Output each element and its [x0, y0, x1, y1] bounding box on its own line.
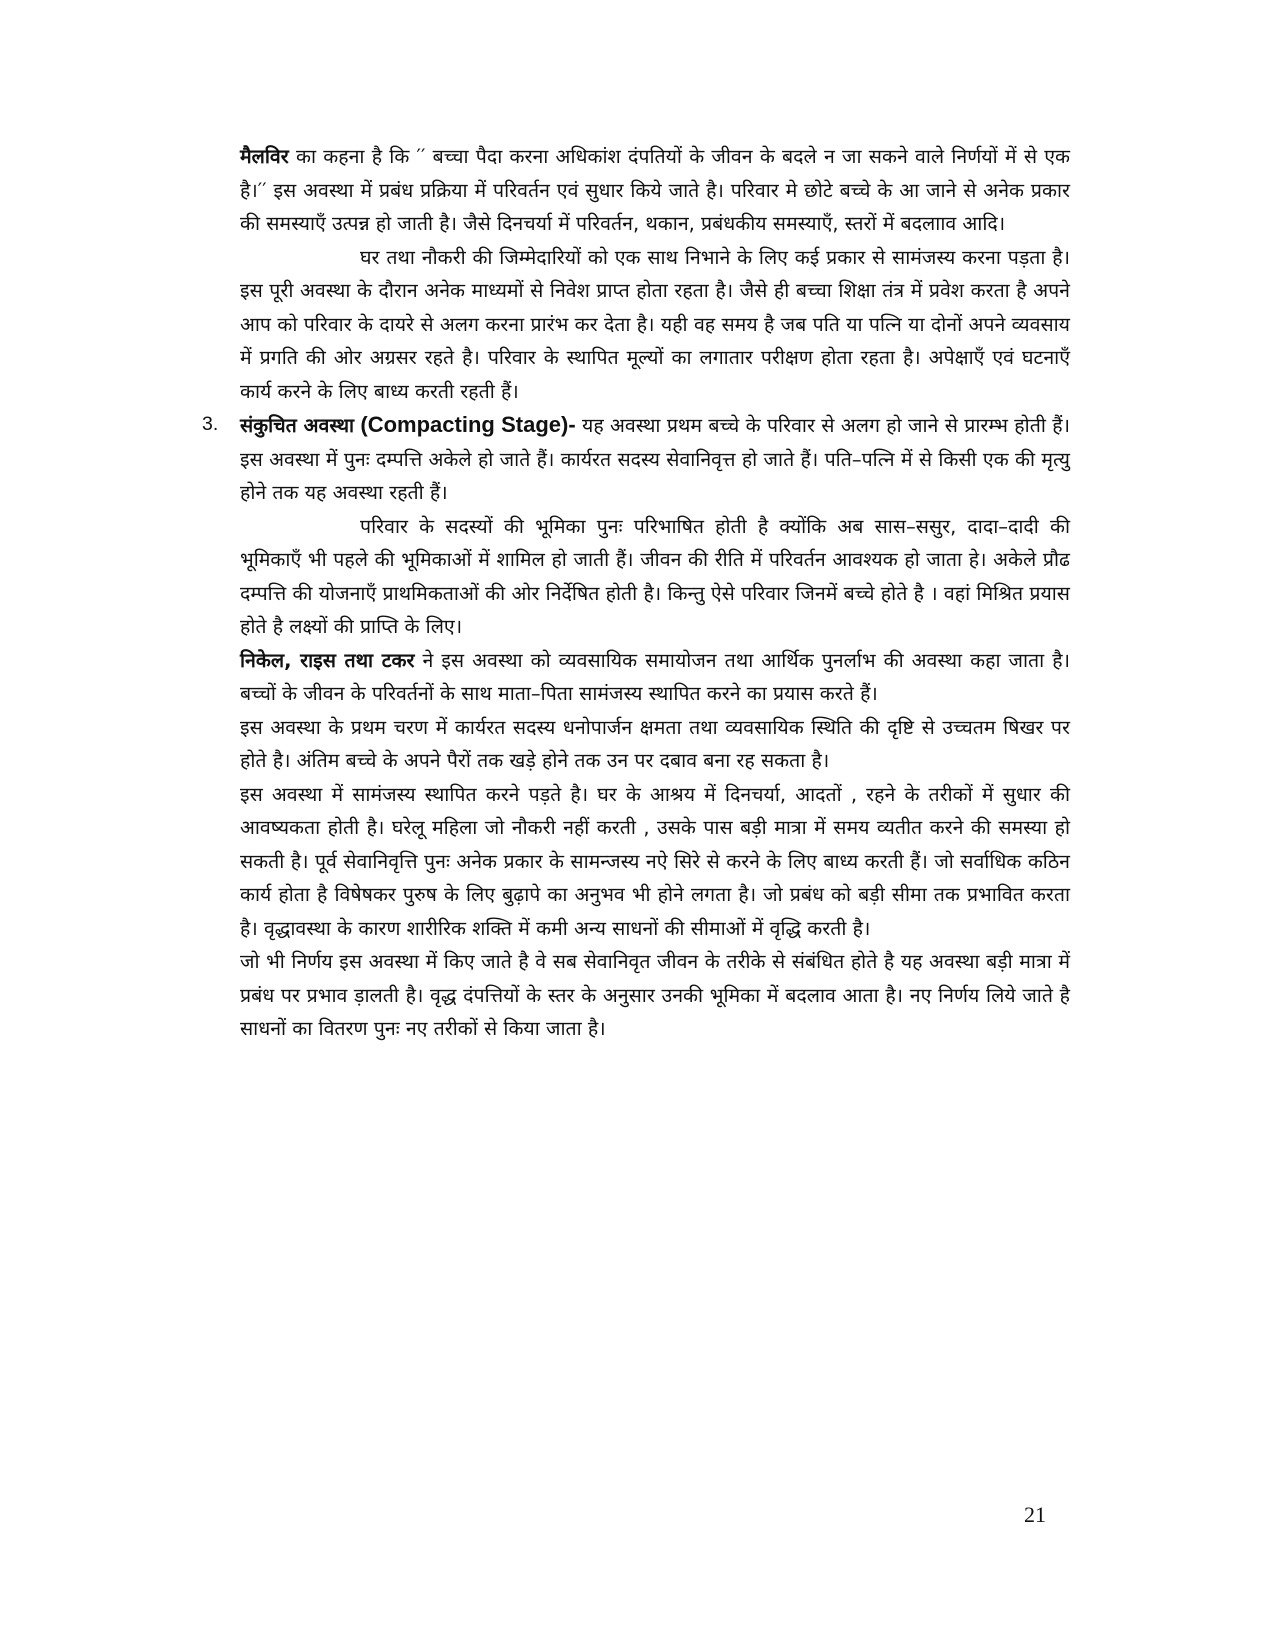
paragraph-7: इस अवस्था में सामंजस्य स्थापित करने पड़ते है। घर के आश्रय में दिनचर्या, आदतों , रहने के तरीकों में सुधार की आवष्यकता होती है। घरेलू महिला जो नौकरी नहीं करती , उसके पास बड़ी मात्रा में समय व्यतीत करने की समस्या हो सकती है। पूर्व सेवानिवृत्ति पुनः अनेक प्रकार के सामन्जस्य नऐ सिरे से करने के लिए बाध्य करती हैं। जो सर्वाधिक कठिन कार्य होता है विषेषकर पुरुष के लिए बुढ़ापे का अनुभव भी होने लगता है। जो प्रबंध को बड़ी सीमा तक प्रभावित करता है। वृद्धावस्था के कारण शारीरिक शक्ति में कमी अन्य साधनों की सीमाओं में वृद्धि करती है। [240, 782, 1070, 940]
paragraph-8: जो भी निर्णय इस अवस्था में किए जाते है वे सब सेवानिवृत जीवन के तरीके से संबंधित होते है यह अवस्था बड़ी मात्रा में प्रबंध पर प्रभाव ड़ालती है। वृद्ध दंपत्तियों के स्तर के अनुसार उनकी भूमिका में बदलाव आता है। नए निर्णय लिये जाते है साधनों का वितरण पुनः नए तरीकों से किया जाता है। [240, 950, 1070, 1040]
list-item-3 [202, 408, 1070, 510]
author-name-malvir: मैलविर [240, 145, 289, 168]
paragraph-2: घर तथा नौकरी की जिम्मेदारियों को एक साथ निभाने के लिए कई प्रकार से सामंजस्य करना पड़ता है। इस पूरी अवस्था के दौरान अनेक माध्यमों से निवेश प्राप्त होता रहता है। जैसे ही बच्चा शिक्षा तंत्र में प्रवेश करता है अपने आप को परिवार के दायरे से अलग करना प्रारंभ कर देता है। यही वह समय है जब पति या पत्नि या दोनों अपने व्यवसाय में प्रगति की ओर अग्रसर रहते है। परिवार के स्थापित मूल्यों का लगातार परीक्षण होता रहता है। अपेक्षाएँ एवं घटनाएँ कार्य करने के लिए बाध्य करती रहती हैं। [240, 245, 1070, 403]
paragraph-4: परिवार के सदस्यों की भूमिका पुनः परिभाषित होती है क्योंकि अब सास–ससुर, दादा–दादी की भूमिकाएँ भी पहले की भूमिकाओं में शामिल हो जाती हैं। जीवन की रीति में परिवर्तन आवश्यक हो जाता हे। अकेले प्रौढ दम्पत्ति की योजनाएँ प्राथमिकताओं की ओर निर्देषित होती है। किन्तु ऐसे परिवार जिनमें बच्चे होते है । वहां मिश्रित प्रयास होते है लक्ष्यों की प्राप्ति के लिए। [240, 514, 1070, 638]
paragraph-5 [240, 644, 1070, 711]
paragraph-5-text: ने इस अवस्था को व्यवसायिक समायोजन तथा आर्थिक पुनर्लाभ की अवस्था कहा जाता है। बच्चों के जीवन के परिवर्तनों के साथ माता–पिता सामंजस्य स्थापित करने का प्रयास करते हैं। [240, 648, 1070, 705]
paragraph-6: इस अवस्था के प्रथम चरण में कार्यरत सदस्य धनोपार्जन क्षमता तथा व्यवसायिक स्थिति की दृष्टि से उच्चतम षिखर पर होते है। अंतिम बच्चे के अपने पैरों तक खड़े होने तक उन पर दबाव बना रह सकता है। [240, 715, 1070, 772]
list-item-3-text: यह अवस्था प्रथम बच्चे के परिवार से अलग हो जाने से प्रारम्भ होती हैं। इस अवस्था में पुनः दम्पत्ति अकेले हो जाते हैं। कार्यरत सदस्य सेवानिवृत्त हो जाते हैं। पति–पत्नि में से किसी एक की मृत्यु होने तक यह अवस्था रहती हैं। [240, 414, 1070, 504]
body-text [202, 140, 1070, 1046]
section-heading-compacting-stage: संकुचित अवस्था [240, 414, 355, 437]
page-number: 21 [1024, 1502, 1046, 1527]
list-number: 3. [202, 413, 219, 435]
paragraph-1-text: का कहना है कि ′′ बच्चा पैदा करना अधिकांश दंपतियों के जीवन के बदले न जा सकने वाले निर्णयों में से एक है।′′ इस अवस्था में प्रबंध प्रक्रिया में परिवर्तन एवं सुधार किये जाते है। परिवार मे छोटे बच्चे के आ जाने से अनेक प्रकार की समस्याएँ उत्पन्न हो जाती है। जैसे दिनचर्या में परिवर्तन, थकान, प्रबंधकीय समस्याएँ, स्तरों में बदलााव आदि। [240, 145, 1070, 235]
author-names-nickel-rice-tucker: निकेल, राइस तथा टकर [240, 648, 415, 672]
section-heading-english: (Compacting Stage)- [354, 412, 576, 437]
paragraph-1 [240, 140, 1070, 241]
